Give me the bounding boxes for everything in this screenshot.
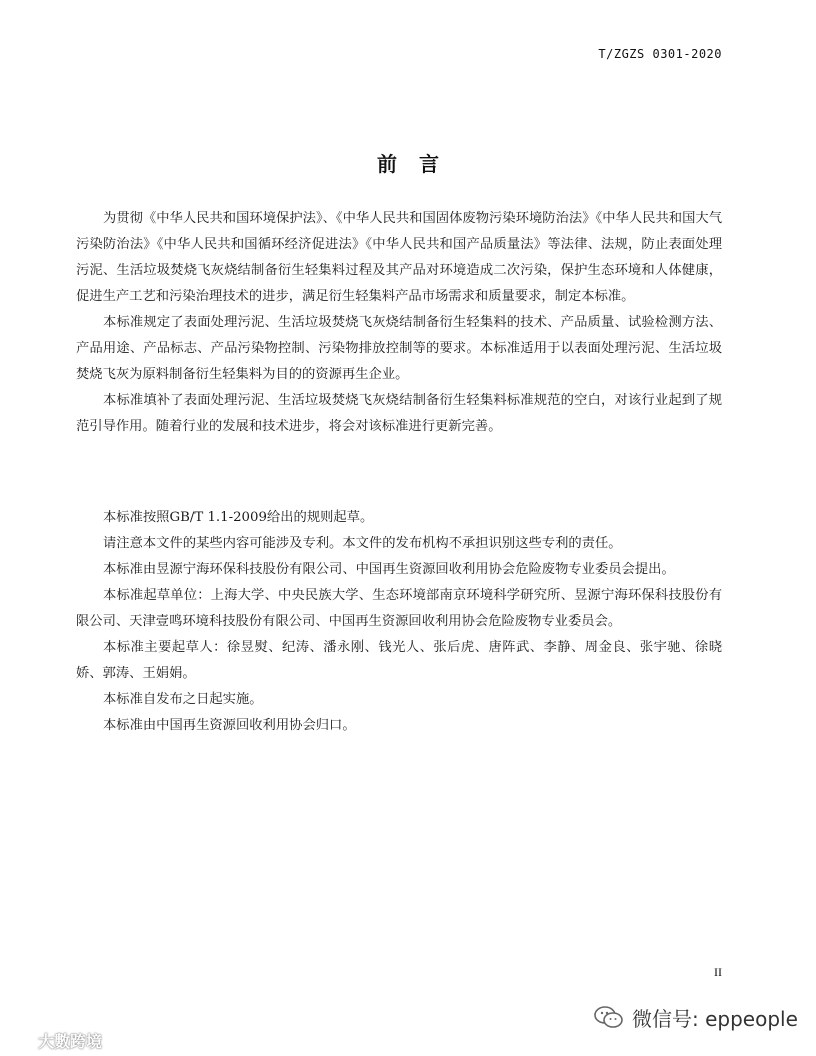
paragraph: 本标准填补了表面处理污泥、生活垃圾焚烧飞灰烧结制备衍生轻集料标准规范的空白，对该行业起到了规范引导作用。随着行业的发展和技术进步，将会对该标准进行更新完善。 xyxy=(76,393,722,434)
paragraph: 本标准按照GB/T 1.1-2009给出的规则起草。 xyxy=(103,510,374,525)
paragraph: 本标准由中国再生资源回收利用协会归口。 xyxy=(103,718,356,733)
paragraph: 本标准主要起草人：徐昱熨、纪涛、潘永刚、钱光人、张后虎、唐阵武、李静、周金良、张宇驰、徐晓娇、郭涛、王娟娟。 xyxy=(76,640,722,681)
preface-body-top xyxy=(76,206,722,440)
watermark-logo-icon xyxy=(6,1027,34,1053)
page-title: 前言 xyxy=(377,152,461,176)
wechat-id-label: 微信号: eppeople xyxy=(632,1007,798,1031)
wechat-icon xyxy=(594,1005,624,1031)
source-watermark xyxy=(6,1027,102,1053)
paragraph: 请注意本文件的某些内容可能涉及专利。本文件的发布机构不承担识别这些专利的责任。 xyxy=(103,536,622,551)
paragraph: 本标准自发布之日起实施。 xyxy=(103,692,263,707)
paragraph: 为贯彻《中华人民共和国环境保护法》、《中华人民共和国固体废物污染环境防治法》《中华人民共和国大气污染防治法》《中华人民共和国循环经济促进法》《中华人民共和国产品质量法》等法律、法规，防止表面处理污泥、生活垃圾焚烧飞灰烧结制备衍生轻集料过程及其产品对环境造成二次污染，保护生态环境和人体健康，促进生产工艺和污染治理技术的进步，满足衍生轻集料产品市场需求和质量要求，制定本标准。 xyxy=(76,211,722,304)
paragraph: 本标准起草单位：上海大学、中央民族大学、生态环境部南京环境科学研究所、昱源宁海环保科技股份有限公司、天津壹鸣环境科技股份有限公司、中国再生资源回收利用协会危险废物专业委员会。 xyxy=(76,588,722,629)
wechat-watermark xyxy=(594,1003,798,1032)
standard-code: T/ZGZS 0301-2020 xyxy=(598,47,722,61)
page-number: II xyxy=(714,965,722,979)
paragraph: 本标准由昱源宁海环保科技股份有限公司、中国再生资源回收利用协会危险废物专业委员会提出。 xyxy=(103,562,675,577)
watermark-text: 大數跨境 xyxy=(38,1031,103,1051)
preface-body-bottom xyxy=(76,505,722,739)
paragraph: 本标准规定了表面处理污泥、生活垃圾焚烧飞灰烧结制备衍生轻集料的技术、产品质量、试验检测方法、产品用途、产品标志、产品污染物控制、污染物排放控制等的要求。本标准适用于以表面处理污泥、生活垃圾焚烧飞灰为原料制备衍生轻集料为目的的资源再生企业。 xyxy=(76,315,722,382)
